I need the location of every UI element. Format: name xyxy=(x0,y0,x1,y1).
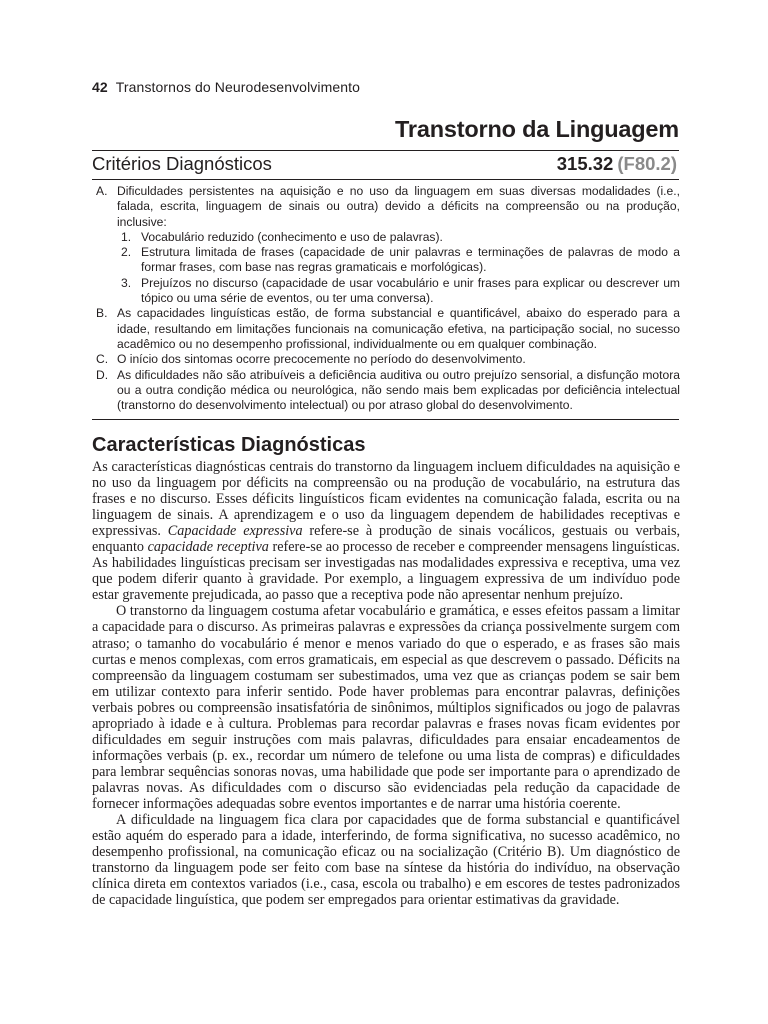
subitem-number: 3. xyxy=(121,275,132,290)
subitem-text: Prejuízos no discurso (capacidade de usar vocabulário e unir frases para explicar ou descrever um tópico ou uma série de eventos, ou ter uma conversa). xyxy=(141,275,680,306)
section-heading: Características Diagnósticas xyxy=(92,434,366,456)
criterion-a xyxy=(96,184,680,306)
criterion-letter: C. xyxy=(96,352,109,367)
subitem-text: Vocabulário reduzido (conhecimento e uso de palavras). xyxy=(141,229,443,244)
criteria-title: Critérios Diagnósticos xyxy=(92,153,272,174)
page-number: 42 xyxy=(92,79,108,95)
criterion-text: O início dos sintomas ocorre precocemente no período do desenvolvimento. xyxy=(117,352,526,367)
diagnostic-code xyxy=(557,153,677,175)
paragraph-3: A dificuldade na linguagem fica clara por capacidades que de forma substancial e quantificável estão aquém do esperado para a idade, interferindo, de forma significativa, no sucesso acadêmico, no desempenho profissional, na comunicação eficaz ou na socialização (Critério B). Um diagnóstico de transtorno da linguagem pode ser feito com base na síntese da história do indivíduo, na observação clínica direta em contextos variados (i.e., casa, escola ou trabalho) e em escores de testes padronizados de capacidade linguística, que podem ser empregados para orientar estimativas da gravidade. xyxy=(92,812,680,909)
criterion-a-subitem-1 xyxy=(121,230,680,245)
criterion-letter: D. xyxy=(96,367,109,382)
paragraph-1-part-a: As características diagnósticas centrais do transtorno da linguagem incluem dificuldades na aquisição e no uso da linguagem por déficits na compreensão ou na produção de vocabulário, na estrutura das frases e no discurso. Esses déficits linguísticos ficam evidentes na comunicação falada, escrita ou na linguagem de sinais. A aprendizagem e o uso da linguagem dependem de habilidades receptivas e expressivas. xyxy=(92,459,680,540)
criterion-text: As dificuldades não são atribuíveis a deficiência auditiva ou outro prejuízo sensorial, a disfunção motora ou a outra condição médica ou neurológica, não sendo mais bem explicadas por deficiência intelectual (transtorno do desenvolvimento intelectual) ou por atraso global do desenvolvimento. xyxy=(117,367,680,413)
subitem-text: Estrutura limitada de frases (capacidade de unir palavras e terminações de palavras de modo a formar frases, com base nas regras gramaticais e morfológicas). xyxy=(141,245,680,275)
criterion-b xyxy=(96,306,680,352)
icd-code: (F80.2) xyxy=(617,153,677,174)
running-title: Transtornos do Neurodesenvolvimento xyxy=(115,79,361,95)
term-receptive-capacity: capacidade receptiva xyxy=(147,539,269,556)
criterion-text: As capacidades linguísticas estão, de forma substancial e quantificável, abaixo do esperado para a idade, resultando em limitações funcionais na comunicação efetiva, na participação social, no sucesso acadêmico ou no desempenho profissional, individualmente ou em qualquer combinação. xyxy=(117,306,680,351)
dsm-code: 315.32 xyxy=(556,153,614,174)
criterion-letter: B. xyxy=(96,306,108,321)
criterion-d xyxy=(96,368,680,414)
criterion-a-subitem-3 xyxy=(121,276,680,307)
bottom-rule xyxy=(92,419,679,420)
criteria-rule xyxy=(92,179,679,180)
criterion-a-subitem-2 xyxy=(121,245,680,276)
criterion-c xyxy=(96,352,680,367)
criterion-text xyxy=(117,184,680,306)
running-head xyxy=(92,79,360,95)
subitem-number: 2. xyxy=(121,245,132,260)
term-expressive-capacity: Capacidade expressiva xyxy=(167,523,303,540)
paragraph-1 xyxy=(92,459,680,603)
chapter-title: Transtorno da Linguagem xyxy=(395,116,679,142)
subitem-number: 1. xyxy=(121,229,132,244)
paragraph-1-part-b: refere-se à produção de sinais vocálicos, gestuais ou verbais, enquanto xyxy=(92,523,681,556)
paragraph-2: O transtorno da linguagem costuma afetar vocabulário e gramática, e esses efeitos passam a limitar a capacidade para o discurso. As primeiras palavras e expressões da criança possivelmente surgem com atraso; o tamanho do vocabulário é menor e menos variado do que o esperado, e as frases são mais curtas e menos complexas, com erros gramaticais, em especial as que descrevem o passado. Déficits na compreensão da linguagem costumam ser subestimados, uma vez que as crianças podem se sair bem em utilizar contexto para inferir sentido. Pode haver problemas para encontrar palavras, definições verbais pobres ou compreensão insatisfatória de sinônimos, múltiplos significados ou jogo de palavras apropriado à idade e à cultura. Problemas para recordar palavras e frases novas ficam evidentes por dificuldades em seguir instruções com mais palavras, dificuldades para ensaiar encadeamentos de informações verbais (p. ex., recordar um número de telefone ou uma lista de compras) e dificuldades para lembrar sequências sonoras novas, uma habilidade que pode ser importante para o aprendizado de palavras novas. As dificuldades com o discurso são evidenciadas pela redução da capacidade de fornecer informações adequadas sobre eventos importantes e de narrar uma história coerente. xyxy=(92,603,680,812)
top-rule xyxy=(92,150,679,151)
criterion-letter: A. xyxy=(96,184,108,198)
body-text xyxy=(92,459,680,908)
criteria-header xyxy=(92,153,679,177)
paragraph-1-part-c: refere-se ao processo de receber e compreender mensagens linguísticas. As habilidades linguísticas precisam ser investigadas nas modalidades expressiva e receptiva, uma vez que podem diferir quanto à gravidade. Por exemplo, a linguagem expressiva de um indivíduo pode estar gravemente prejudicada, ao passo que a receptiva pode não apresentar nenhum prejuízo. xyxy=(92,539,680,604)
criterion-a-text: Dificuldades persistentes na aquisição e no uso da linguagem em suas diversas modalidades (i.e., falada, escrita, linguagem de sinais ou outra) devido a déficits na compreensão ou na produção, inclusive: xyxy=(117,184,680,229)
criteria-list xyxy=(96,184,680,413)
